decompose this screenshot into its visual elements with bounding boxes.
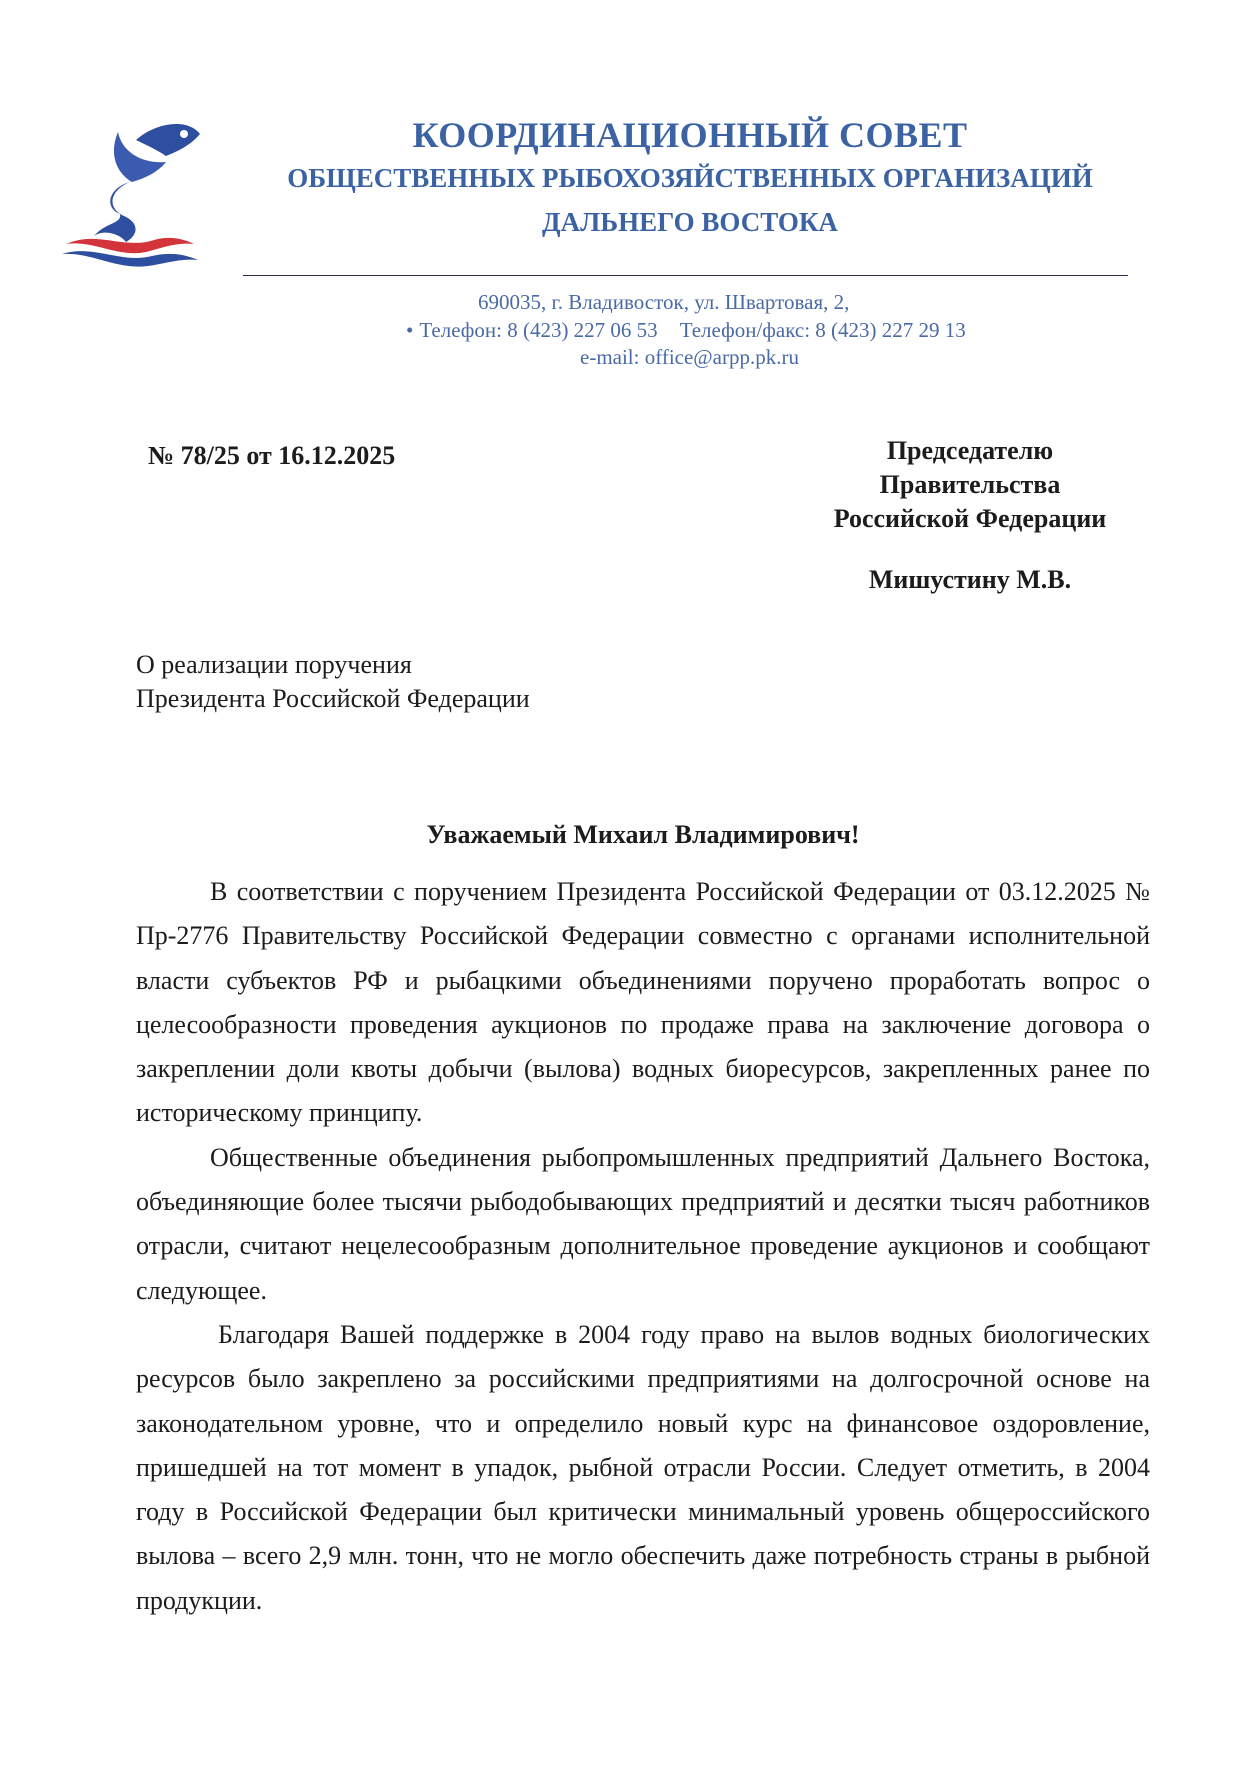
body-paragraph: Общественные объединения рыбопромышленных предприятий Дальнего Востока, объединяющие более тысячи рыбодобывающих предприятий и десятки тысяч работников отрасли, считают нецелесообразным дополнительное проведение аукционов и сообщают следующее. [136,1142,1150,1305]
addressee-block [760,434,1180,597]
salutation: Уважаемый Михаил Владимирович! [426,820,860,849]
body-paragraph: В соответствии с поручением Президента Российской Федерации от 03.12.2025 № Пр-2776 Правительству Российской Федерации совместно с органами исполнительной власти субъектов РФ и рыбацкими объединениями поручено проработать вопрос о целесообразности проведения аукционов по продаже права на заключение договора о закреплении доли квоты добычи (вылова) водных биоресурсов, закрепленных ранее по историческому принципу. [136,877,1150,1128]
subject-line2: Президента Российской Федерации [136,684,530,713]
org-phone: Телефон: 8 (423) 227 06 53 [419,318,658,342]
bullet-icon: • [406,318,414,342]
subject-line1: О реализации поручения [136,650,412,679]
org-title-line3: ДАЛЬНЕГО ВОСТОКА [542,207,838,237]
outgoing-number: № 78/25 от 16.12.2025 [148,441,396,470]
org-address: 690035, г. Владивосток, ул. Швартовая, 2, [478,290,850,314]
addressee-line3: Российской Федерации [833,504,1107,533]
addressee-line1: Председателю [886,436,1054,465]
body-paragraph: Благодаря Вашей поддержке в 2004 году право на вылов водных биологических ресурсов было закреплено за российскими предприятиями на долгосрочной основе на законодательном уровне, что и определило новый курс на финансовое оздоровление, пришедшей на тот момент в упадок, рыбной отрасли России. Следует отметить, в 2004 году в Российской Федерации был критически минимальный уровень общероссийского вылова – всего 2,9 млн. тонн, что не могло обеспечить даже потребность страны в рыбной продукции. [136,1319,1150,1615]
header-divider [243,275,1128,276]
fish-logo-icon [58,112,208,272]
org-fax: Телефон/факс: 8 (423) 227 29 13 [679,318,966,342]
letter-subject [136,648,530,716]
org-phones [406,318,966,343]
org-title-line1: КООРДИНАЦИОННЫЙ СОВЕТ [412,115,968,155]
letter-body [136,870,1150,1623]
addressee-line2: Правительства [879,470,1061,499]
org-email: e-mail: office@arpp.pk.ru [580,345,799,369]
org-title-line2: ОБЩЕСТВЕННЫХ РЫБОХОЗЯЙСТВЕННЫХ ОРГАНИЗАЦИЙ [287,163,1093,193]
addressee-name: Мишустину М.В. [868,565,1072,594]
